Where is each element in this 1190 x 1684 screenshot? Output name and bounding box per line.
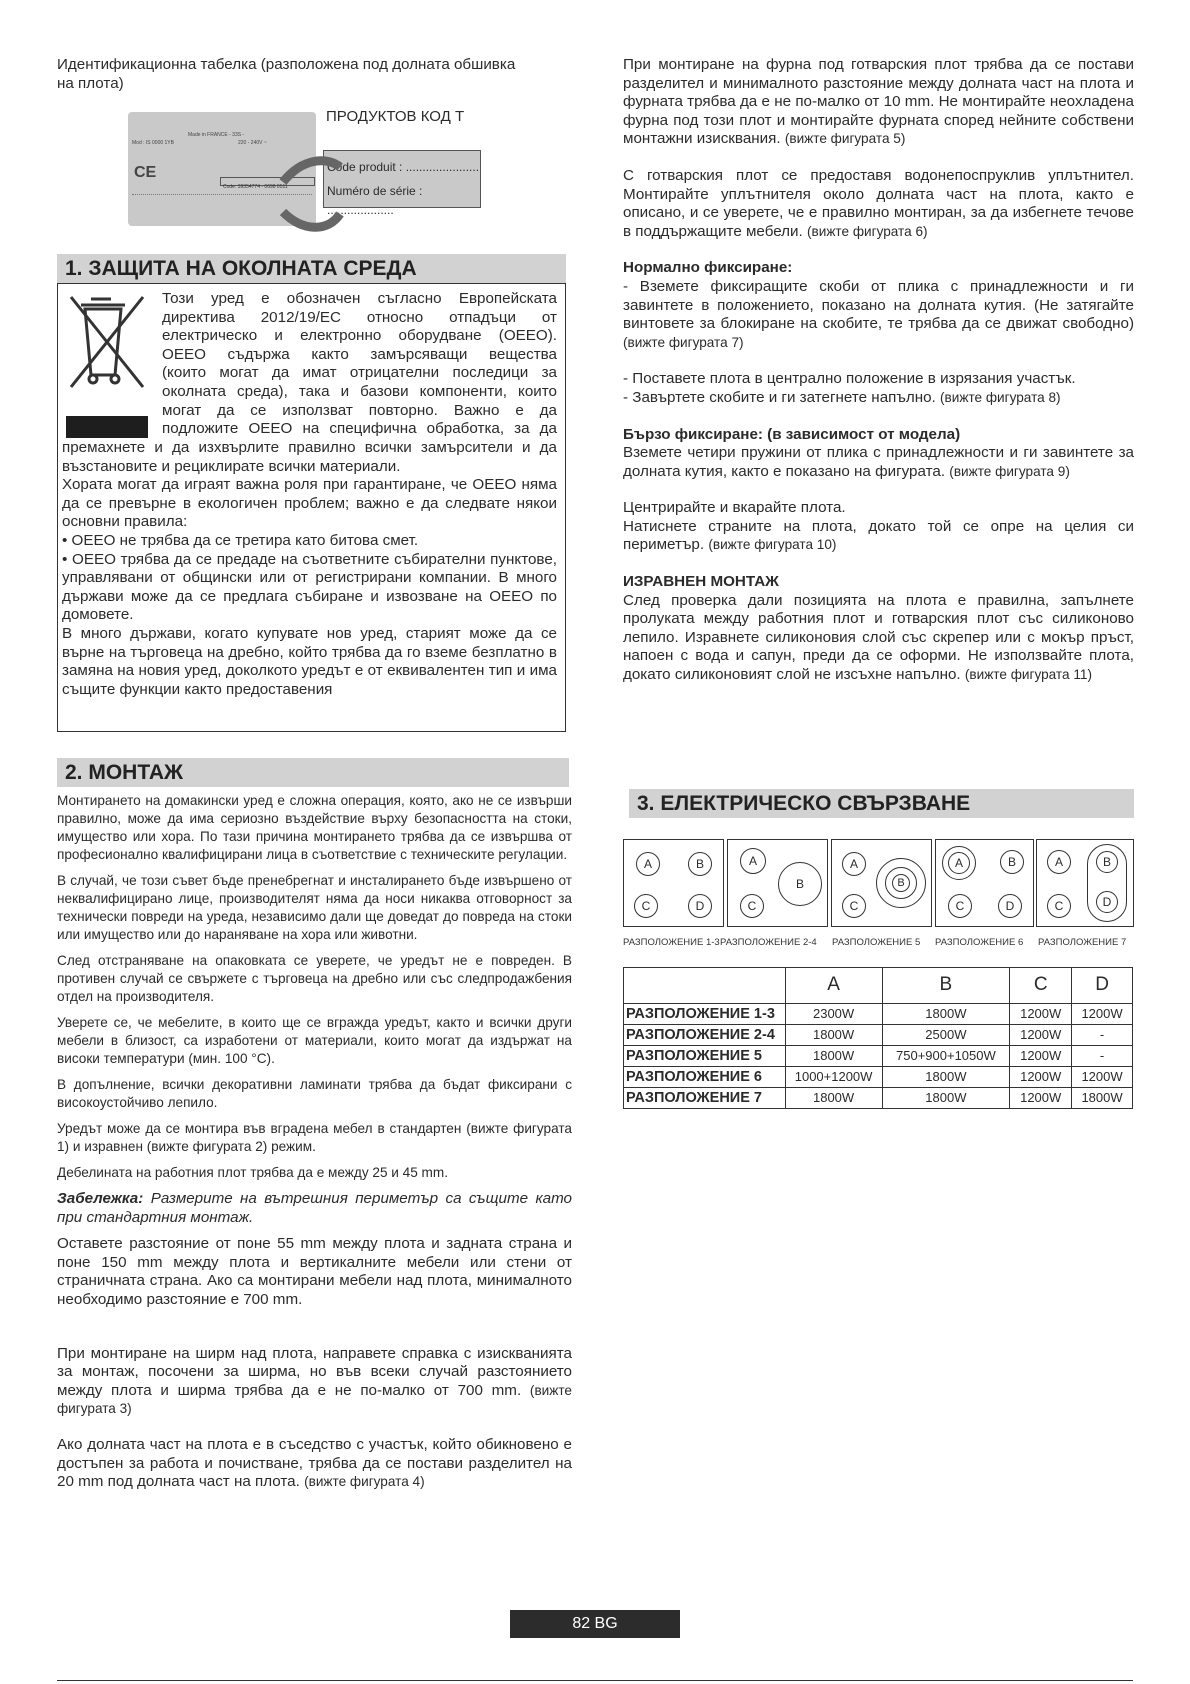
layout-caption: РАЗПОЛОЖЕНИЕ 7 [1038,937,1127,948]
section-1-bullet: • ОЕЕО не трябва да се третира като битова смет. [62,531,419,549]
section-1-line: електрическо и електронно оборудване (ОЕЕО). [162,327,557,345]
note-text: Размерите на вътрешния периметър са същите като при стандартния монтаж. [57,1190,572,1226]
right-para [623,518,1134,555]
table-cell: РАЗПОЛОЖЕНИЕ 1-3 [624,1004,786,1025]
normal-fix-title: Нормално фиксиране: [623,259,793,277]
plate-text: Made in FRANCE - 33S - [188,132,245,138]
weee-crossed-bin-icon [63,291,151,395]
table-row [624,1088,1133,1109]
section-2-para: Уверете се, че мебелите, в които ще се вгражда уредът, както и всички други мебели в близост, са изработени от материали, които могат да издържат на високи температури (мин. 100 °C). [57,1015,572,1066]
section-1-bullet: • ОЕЕО трябва да се предаде на съответните събирателни пунктове, управлявани от общински или от регистрирани компании. В много държави може да се предлага събиране и извозване на ОЕЕО по домовете. [62,550,557,624]
layout-caption: РАЗПОЛОЖЕНИЕ 1-3 [623,937,720,948]
zone-b-outer [876,858,926,908]
figure-ref: (вижте фигурата 11) [964,667,1092,683]
table-row [624,1067,1133,1088]
zone-b: B [1096,851,1118,873]
page-number: 82 BG [510,1610,680,1638]
para-text: - Завъртете скобите и ги затегнете напълно. [623,388,936,406]
table-header-cell: B [882,968,1010,1004]
figure-ref: (вижте фигурата 3) [57,1382,572,1417]
right-para: - Поставете плота в централно положение в изрязания участък. [623,370,1076,388]
para-text: Ако долната част на плота е в съседство с участък, който обикновено е достъпен за работа и почистване, трябва да се постави разделител на 20 mm под долната част на плота. [57,1435,572,1491]
section-2-body [57,792,572,1492]
table-cell: 1200W [1010,1046,1072,1067]
table-cell: - [1072,1046,1133,1067]
weee-bar [66,416,148,438]
zone-a: A [1047,850,1071,874]
zone-c: C [842,894,866,918]
power-table [623,967,1133,1109]
numero-serie-text: Numéro de série : .................... [327,184,423,217]
table-row [624,1004,1133,1025]
section-1-line: подложите ОЕЕО на специфична обработка, за да [162,420,557,438]
zone-d: D [1096,891,1118,913]
figure-ref: (вижте фигурата 5) [784,131,906,147]
zone-b: B [778,862,822,906]
footer-divider [57,1680,1133,1681]
figure-ref: (вижте фигурата 10) [708,537,837,553]
plate-text: 220 - 240V ~ [238,140,267,146]
table-row [624,1025,1133,1046]
section-2-para [57,1436,572,1492]
table-cell: 2300W [785,1004,882,1025]
figure-ref: (вижте фигурата 4) [304,1474,425,1490]
quick-fix-title: Бързо фиксиране: (в зависимост от модела) [623,425,961,443]
section-2-para: В допълнение, всички декоративни ламинати трябва да бъдат фиксирани с високоустойчиво лепило. [57,1077,572,1110]
figure-ref: (вижте фигурата 7) [623,334,744,350]
section-2-para: Монтирането на домакински уред е сложна операция, която, ако не се извърши правилно, може да има сериозно въздействие върху безопасността на стоки, имущество или хора. По тази причина монтирането трябва да се извършва от професионално квалифицирани лица в съответствие с техническите регулации. [57,793,572,862]
para-text: Вземете четири пружини от плика с принадлежности и ги завинтете за долната кутия, както е показано на фигурата. [623,444,1134,480]
table-header-cell: C [1010,968,1072,1004]
layout-box-5 [831,839,932,927]
zone-a: A [636,852,660,876]
zone-a: A [842,852,866,876]
section-2-para: Дебелината на работния плот трябва да е между 25 и 45 mm. [57,1165,448,1180]
layout-box-6 [935,839,1034,927]
layout-caption: РАЗПОЛОЖЕНИЕ 5 [832,937,921,948]
plate-code-box: Code: 39354774 - 0698 0511 [220,177,315,186]
para-text: - Вземете фиксиращите скоби от плика с принадлежности и ги завинтете в положението, показано на долната кутия. (Не затягайте винтовете за блокиране на скобите, те трябва да се движат свободно) [623,277,1134,333]
table-cell: 1800W [1072,1088,1133,1109]
ce-mark: CE [134,164,157,181]
note-label: Забележка: [57,1190,144,1207]
section-1-line: Този уред е обозначен съгласно Европейската [162,290,557,307]
table-header-row [624,968,1133,1004]
figure-ref: (вижте фигурата 6) [806,223,928,239]
section-1-line: директива 2012/19/EC относно отпадъци от [162,308,557,326]
section-2-para: В случай, че този съвет бъде пренебрегнат и инсталирането бъде извършено от неквалифицирано лице, производителят няма да носи никаква отговорност за технически повреди на уреда, независимо дали ще доведат до повреда на стоки или имущество или до нараняване на хора или животни. [57,873,572,942]
section-1-line: могат да се използват повторно. Важно е да [162,401,557,419]
section-2-para: Оставете разстояние от поне 55 mm между плота и задната страна и поне 150 mm между плота и вертикалните мебели или стени от страничната страна. Ако са монтирани мебели над плота, минималното необходимо разстояние е 700 mm. [57,1235,572,1308]
table-header-cell [624,968,786,1004]
zone-b: B [1000,850,1024,874]
table-cell: РАЗПОЛОЖЕНИЕ 5 [624,1046,786,1067]
para-text: При монтиране на ширм над плота, направете справка с изискванията за монтаж, посочени за ширма, но във всеки случай разстоянието между плота и ширма трябва да е не по-малко от 700 mm. [57,1344,572,1399]
table-cell: 1800W [882,1088,1010,1109]
para-text: След проверка дали позицията на плота е правилна, запълнете пролуката между работния плот и готварския плот със силиконово лепило. Изравнете силиконовия слой със скрепер или с мокър пръст, напоен с вода и сапун, преди да се оформи. Не използвайте плота, докато силиконовият слой не изсъхне напълно. [623,591,1134,684]
section-1-line: околната среда), така и базови компоненти, които [162,382,557,400]
layout-box-7 [1036,839,1134,927]
figure-ref: (вижте фигурата 9) [949,463,1070,479]
table-cell: 750+900+1050W [882,1046,1010,1067]
layout-caption: РАЗПОЛОЖЕНИЕ 6 [935,937,1024,948]
zone-b: B [688,852,712,876]
zone-c: C [634,894,658,918]
table-cell: РАЗПОЛОЖЕНИЕ 2-4 [624,1025,786,1046]
zone-a-outer [942,846,976,880]
right-para [623,444,1134,481]
table-cell: 1000+1200W [785,1067,882,1088]
zone-c: C [948,894,972,918]
right-para [623,56,1134,149]
table-cell: 1200W [1010,1004,1072,1025]
layout-box-1-3 [623,839,724,927]
plate-text: Mod : IS 0000 1YB [132,140,174,146]
table-cell: 1800W [882,1067,1010,1088]
section-2-note [57,1190,572,1227]
table-cell: 1200W [1072,1004,1133,1025]
zone-c: C [1047,894,1071,918]
right-para [623,278,1134,352]
arrow-icon [278,152,348,232]
table-cell: 1200W [1010,1088,1072,1109]
section-1-line: ОЕЕО съдържа както замърсяващи вещества [162,345,557,363]
layout-caption: РАЗПОЛОЖЕНИЕ 2-4 [720,937,817,948]
right-para [623,389,1134,408]
section-1-body [62,439,557,699]
table-cell: 1800W [785,1088,882,1109]
table-cell: РАЗПОЛОЖЕНИЕ 7 [624,1088,786,1109]
table-header-cell: D [1072,968,1133,1004]
code-produit-text: Code produit : ...................... [327,160,480,174]
table-cell: - [1072,1025,1133,1046]
section-1-heading: 1. ЗАЩИТА НА ОКОЛНАТА СРЕДА [57,254,566,283]
section-2-heading: 2. МОНТАЖ [57,758,569,787]
table-row [624,1046,1133,1067]
para-text: Натиснете страните на плота, докато той се опре на целия си периметър. [623,517,1134,554]
right-para [623,167,1134,241]
section-3-heading: 3. ЕЛЕКТРИЧЕСКО СВЪРЗВАНЕ [629,789,1134,818]
table-header-cell: A [785,968,882,1004]
para-text: При монтиране на фурна под готварския плот трябва да се постави разделител и минималното разстояние между долната част на плота и фурната трябва да е не по-малко от 10 mm. Не монтирайте неохладена фурна под този плот и монтирайте фурната според нейните собствени монтажни изисквания. [623,56,1134,148]
section-1-wrap-text [162,290,557,439]
table-cell: 1800W [785,1046,882,1067]
zone-b: B [892,874,910,892]
zone-a: A [948,852,970,874]
zone-a: A [740,848,766,874]
layout-box-2-4 [727,839,828,927]
figure-ref: (вижте фигурата 8) [940,389,1061,405]
table-cell: 1200W [1010,1067,1072,1088]
table-cell: 1800W [882,1004,1010,1025]
table-cell: РАЗПОЛОЖЕНИЕ 6 [624,1067,786,1088]
section-1-para: Хората могат да играят важна роля при гарантиране, че ОЕЕО няма да се превърне в екологичен проблем; важно е да следвате някои основни правила: [62,476,557,531]
table-cell: 1800W [785,1025,882,1046]
section-2-para: Уредът може да се монтира във вградена мебел в стандартен (вижте фигурата 1) и изравнен (вижте фигурата 2) режим. [57,1121,572,1154]
para-text: С готварския плот се предоставя водонепоспруклив уплътнител. Монтирайте уплътнителя около долната част на плота, както е описано, и се уверете, че е правилно монтиран, за да избегнете течове в поддържащите мебели. [623,166,1134,240]
table-cell: 1200W [1072,1067,1133,1088]
zone-d: D [688,894,712,918]
right-para [623,592,1134,685]
table-cell: 1200W [1010,1025,1072,1046]
section-2-para: След отстраняване на опаковката се уверете, че уредът не е повреден. В противен случай се свържете с търговеца на дребно или със следпродажбения отдел на производителя. [57,953,572,1004]
zone-d: D [998,894,1022,918]
id-plate-figure [128,108,488,228]
section-1-line: (които могат да имат отрицателни последици за [162,364,557,382]
zone-b-middle [885,867,917,899]
section-1-para: В много държави, когато купувате нов уред, старият може да се върне на търговеца на дребно, който трябва да го вземе безплатно в замяна на новия уред, доколкото уредът е от еквивалентен тип и има същите функции както предоставения [62,624,557,698]
product-code-label: ПРОДУКТОВ КОД Т [326,108,465,125]
flush-title: ИЗРАВНЕН МОНТАЖ [623,573,779,591]
section-1-para: премахнете и да изхвърлите правилно всички замърсители и да възстановите и рециклирате всички материали. [62,439,557,475]
right-para: Центрирайте и вкарайте плота. [623,499,846,517]
zone-bd-bridge [1087,844,1127,922]
right-column [623,56,1134,685]
id-plate-caption: Идентификационна табелка (разположена под долната обшивка на плота) [57,56,516,92]
table-cell: 2500W [882,1025,1010,1046]
section-2-para [57,1345,572,1419]
zone-c: C [740,894,764,918]
